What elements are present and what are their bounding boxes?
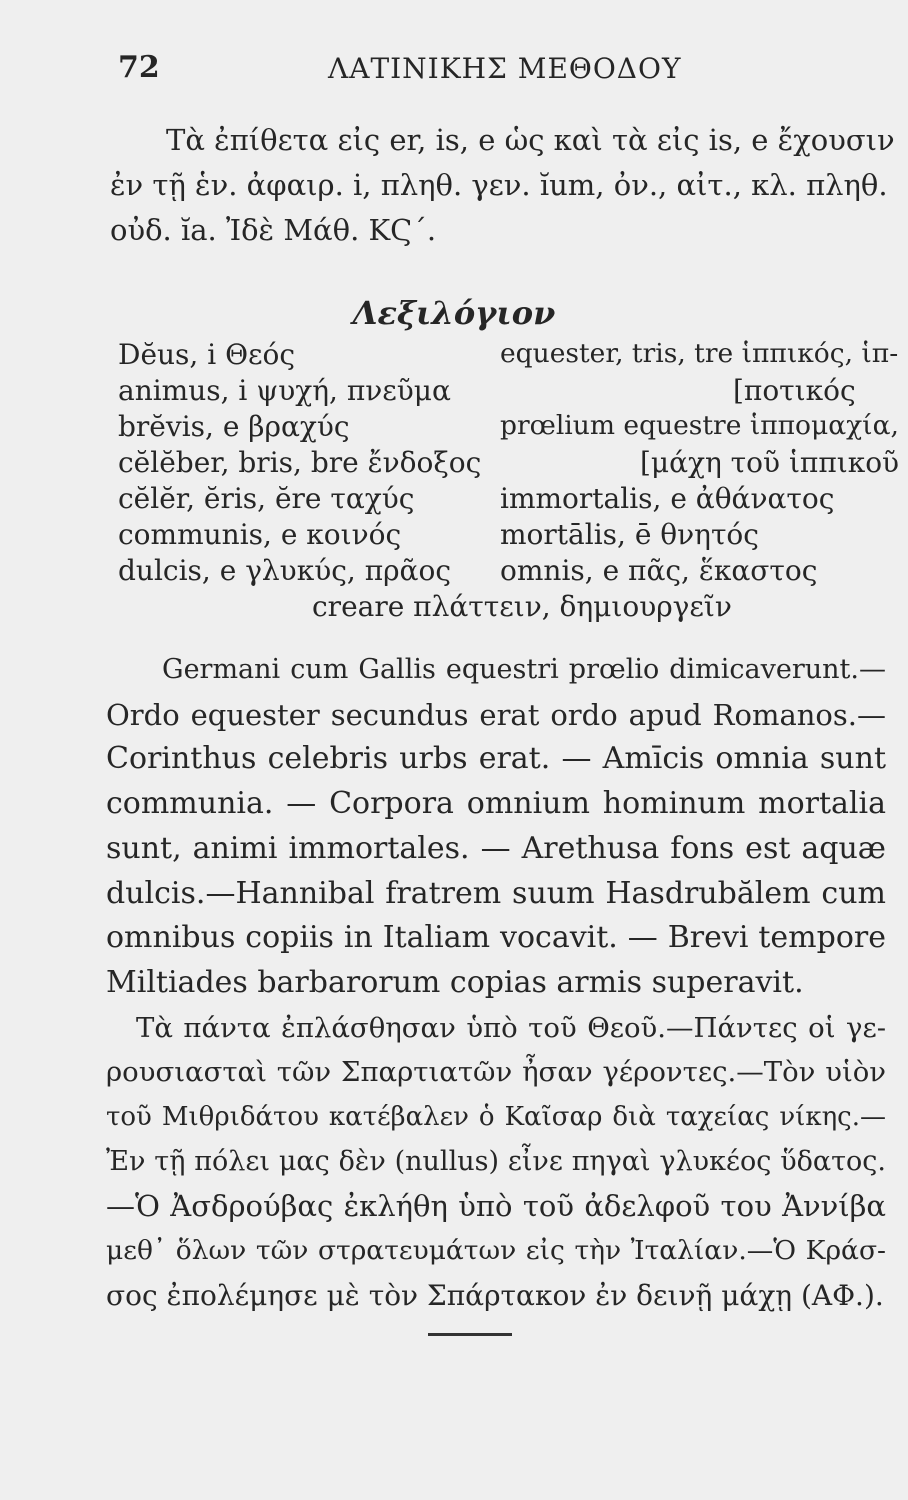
exercise-line: communia. — Corpora omnium hominum mortalia xyxy=(106,786,886,822)
vocab-entry: creare πλάττειν, δημιουργεῖν xyxy=(312,590,732,623)
page-header xyxy=(118,50,848,90)
vocab-entry: communis, e κοινός xyxy=(118,518,402,551)
exercise-line: μεθ᾽ ὅλων τῶν στρατευμάτων εἰς τὴν Ἰταλίαν.—Ὁ Κράσ- xyxy=(106,1235,886,1267)
vocab-entry-continuation: [μάχη τοῦ ἱππικοῦ xyxy=(640,446,900,479)
exercise-line: dulcis.—Hannibal fratrem suum Hasdrubălem cum xyxy=(106,875,886,911)
vocab-entry: mortālis, ē θνητός xyxy=(500,518,759,551)
vocab-entry: cĕlĕber, bris, bre ἔνδοξος xyxy=(118,446,482,479)
vocab-entry: equester, tris, tre ἱππικός, ἱπ- xyxy=(500,338,899,369)
grammar-note xyxy=(110,118,900,253)
exercise-line: —Ὁ Ἀσδρούβας ἐκλήθη ὑπὸ τοῦ ἀδελφοῦ του Ἀννίβα xyxy=(106,1189,886,1224)
vocab-entry: animus, i ψυχή, πνεῦμα xyxy=(118,374,451,407)
exercise-line: τοῦ Μιθριδάτου κατέβαλεν ὁ Καῖσαρ διὰ ταχείας νίκης.— xyxy=(106,1102,886,1133)
grammar-note-line: Τὰ ἐπίθετα εἰς er, is, e ὡς καὶ τὰ εἰς is, e ἔχουσιν xyxy=(166,123,895,157)
section-divider xyxy=(428,1333,512,1336)
vocab-entry: immortalis, e ἀθάνατος xyxy=(500,482,835,515)
exercise-text xyxy=(106,648,886,1319)
exercise-line: Τὰ πάντα ἐπλάσθησαν ὑπὸ τοῦ Θεοῦ.—Πάντες οἱ γε- xyxy=(136,1011,886,1044)
vocab-entry: cĕlĕr, ĕris, ĕre ταχύς xyxy=(118,482,415,515)
vocab-entry: dulcis, e γλυκύς, πρᾶος xyxy=(118,554,452,587)
exercise-line: Ἐν τῇ πόλει μας δὲν (nullus) εἶνε πηγαὶ γλυκέος ὕδατος. xyxy=(106,1145,886,1177)
vocab-entry: prœlium equestre ἱππομαχία, xyxy=(500,410,899,441)
grammar-note-line: οὐδ. ĭa. Ἰδὲ Μάθ. ΚϚ΄. xyxy=(110,213,437,247)
exercise-line: Ordo equester secundus erat ordo apud Romanos.— xyxy=(106,697,886,732)
vocabulary-title: Λεξιλόγιον xyxy=(352,294,556,332)
vocab-entry: omnis, e πᾶς, ἕκαστος xyxy=(500,554,818,587)
vocab-entry-continuation: [ποτικός xyxy=(733,374,856,407)
page-number: 72 xyxy=(118,50,160,85)
vocab-entry: brĕvis, e βραχύς xyxy=(118,410,350,443)
exercise-line: ρουσιασταὶ τῶν Σπαρτιατῶν ἦσαν γέροντες.—Τὸν υἱὸν xyxy=(106,1056,886,1089)
vocab-entry: Dĕus, i Θεός xyxy=(118,338,296,371)
running-title: ΛΑΤΙΝΙΚΗΣ ΜΕΘΟΔΟΥ xyxy=(328,52,682,85)
exercise-line: Corinthus celebris urbs erat. — Amīcis omnia sunt xyxy=(106,741,886,777)
exercise-line: σος ἐπολέμησε μὲ τὸν Σπάρτακον ἐν δεινῇ μάχῃ (ΑΦ.). xyxy=(106,1278,884,1312)
exercise-line: sunt, animi immortales. — Arethusa fons est aquæ xyxy=(106,830,886,866)
exercise-line: Miltiades barbarorum copias armis superavit. xyxy=(106,964,804,1000)
exercise-line: omnibus copiis in Italiam vocavit. — Brevi tempore xyxy=(106,920,886,956)
exercise-line: Germani cum Gallis equestri prœlio dimicaverunt.— xyxy=(162,654,886,685)
grammar-note-line: ἐν τῇ ἑν. ἀφαιρ. i, πληθ. γεν. ĭum, ὀν., αἰτ., κλ. πληθ. xyxy=(110,168,888,202)
